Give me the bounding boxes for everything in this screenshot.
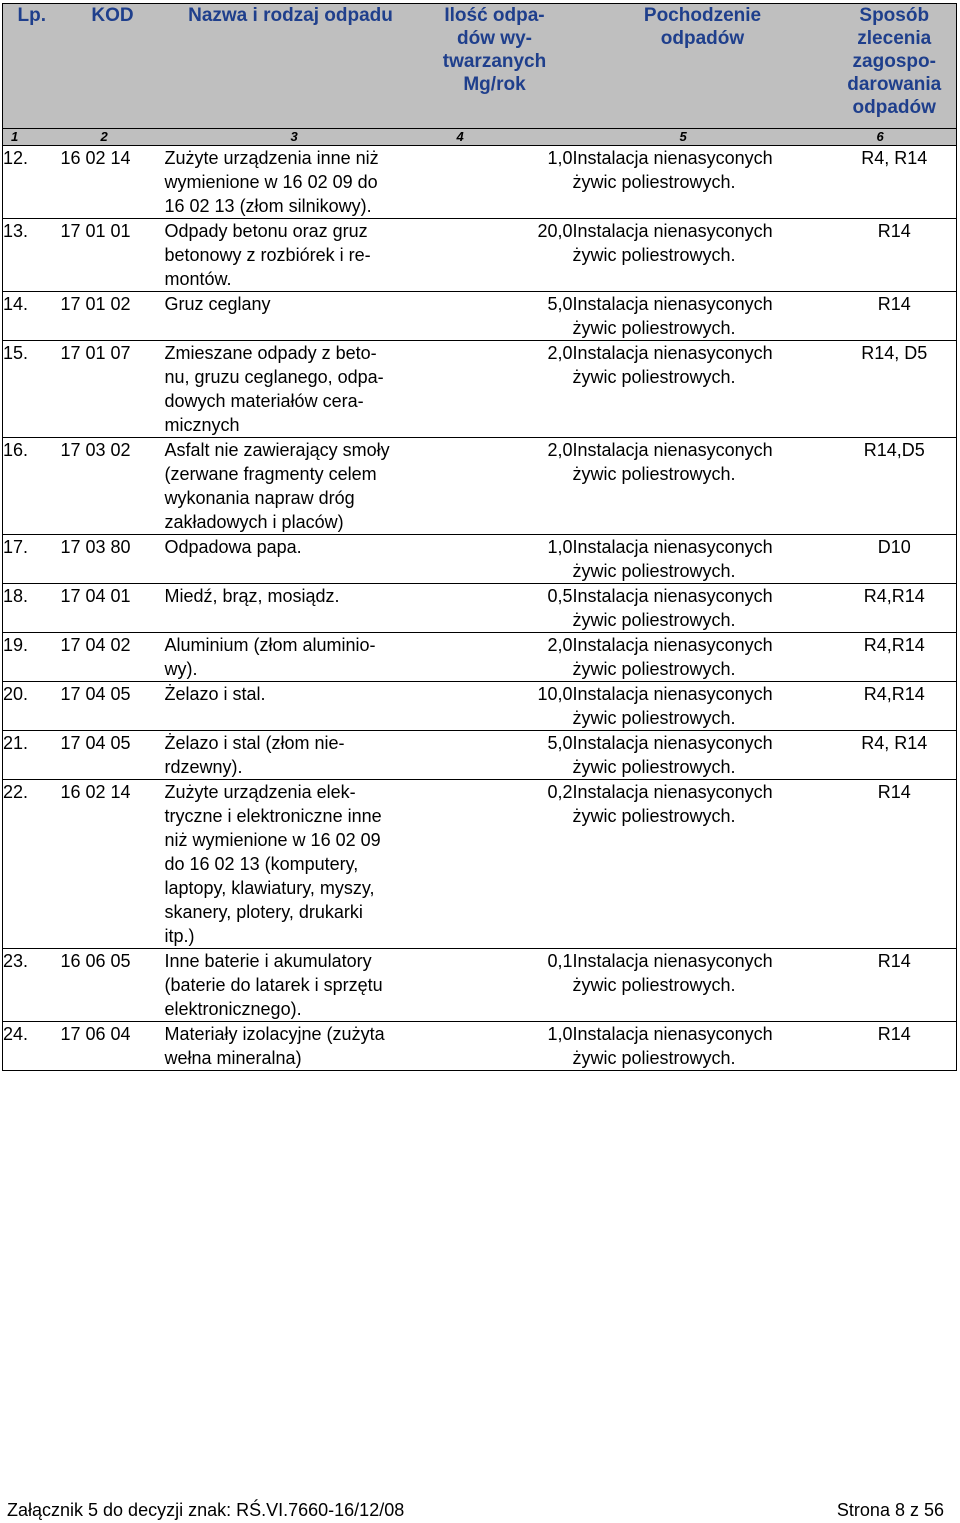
waste-origin — [573, 438, 833, 535]
table-row — [3, 780, 957, 949]
waste-quantity: 1,0 — [547, 1024, 573, 1044]
waste-quantity: 2,0 — [547, 440, 573, 460]
footer-reference: Załącznik 5 do decyzji znak: RŚ.VI.7660-16/12/08 — [7, 1500, 405, 1520]
waste-origin-line: Instalacja nienasyconych — [572, 440, 773, 460]
disposal-method: R4,R14 — [833, 584, 957, 633]
column-number: 4 — [417, 129, 573, 146]
waste-quantity: 2,0 — [547, 343, 573, 363]
waste-quantity: 1,0 — [547, 537, 573, 557]
table-row — [3, 584, 957, 633]
table-row — [3, 292, 957, 341]
row-number: 24. — [3, 1022, 61, 1071]
waste-name-line: laptopy, klawiatury, myszy, — [164, 878, 375, 898]
waste-name-line: 16 02 13 (złom silnikowy). — [164, 196, 372, 216]
table-row — [3, 633, 957, 682]
waste-code: 17 04 02 — [60, 635, 131, 655]
waste-code: 17 01 07 — [60, 343, 131, 363]
waste-code: 17 01 01 — [60, 221, 131, 241]
row-number: 21. — [3, 731, 61, 780]
waste-name-line: Odpadowa papa. — [164, 537, 302, 557]
waste-name-line: elektronicznego). — [164, 999, 302, 1019]
table-body — [3, 146, 957, 1071]
waste-origin-line: Instalacja nienasyconych — [572, 586, 773, 606]
header-sposob-line: darowania — [847, 74, 942, 95]
disposal-method: R4,R14 — [833, 633, 957, 682]
waste-name-line: skanery, plotery, drukarki — [164, 902, 363, 922]
disposal-method: R14,D5 — [833, 438, 957, 535]
waste-name — [165, 146, 417, 219]
waste-name-line: do 16 02 13 (komputery, — [164, 854, 359, 874]
waste-origin-line: żywic poliestrowych. — [572, 1048, 736, 1068]
waste-name — [165, 731, 417, 780]
disposal-method: R14 — [833, 1022, 957, 1071]
waste-name — [165, 535, 417, 584]
waste-name-line: wykonania napraw dróg — [164, 488, 355, 508]
header-row — [3, 4, 957, 129]
table-row — [3, 1022, 957, 1071]
waste-quantity: 2,0 — [547, 635, 573, 655]
waste-origin-line: żywic poliestrowych. — [572, 245, 736, 265]
column-number-row — [3, 129, 957, 146]
waste-name-line: Żelazo i stal. — [164, 684, 266, 704]
waste-name-line: Żelazo i stal (złom nie- — [164, 733, 345, 753]
waste-origin-line: Instalacja nienasyconych — [572, 782, 773, 802]
waste-code: 17 04 05 — [60, 733, 131, 753]
waste-origin — [573, 633, 833, 682]
header-sposob-line: zlecenia — [857, 28, 932, 49]
waste-code: 16 06 05 — [60, 951, 131, 971]
waste-origin-line: żywic poliestrowych. — [572, 708, 736, 728]
waste-code: 17 04 01 — [60, 586, 131, 606]
waste-name — [165, 438, 417, 535]
waste-name — [165, 584, 417, 633]
waste-origin — [573, 780, 833, 949]
row-number: 15. — [3, 341, 61, 438]
waste-code: 16 02 14 — [60, 782, 131, 802]
row-number: 13. — [3, 219, 61, 292]
waste-name — [165, 633, 417, 682]
table-row — [3, 219, 957, 292]
waste-origin-line: żywic poliestrowych. — [572, 757, 736, 777]
waste-table — [2, 3, 957, 1071]
waste-code: 17 03 80 — [60, 537, 131, 557]
row-number: 22. — [3, 780, 61, 949]
waste-origin-line: Instalacja nienasyconych — [572, 294, 773, 314]
waste-origin-line: Instalacja nienasyconych — [572, 221, 773, 241]
waste-name-line: (baterie do latarek i sprzętu — [164, 975, 383, 995]
waste-name-line: (zerwane fragmenty celem — [164, 464, 377, 484]
header-sposob-line: zagospo- — [852, 51, 936, 72]
waste-name-line: itp.) — [164, 926, 195, 946]
waste-origin — [573, 1022, 833, 1071]
waste-quantity: 5,0 — [547, 294, 573, 314]
waste-origin-line: Instalacja nienasyconych — [572, 684, 773, 704]
disposal-method: R14 — [833, 949, 957, 1022]
waste-quantity: 0,1 — [547, 951, 573, 971]
disposal-method: R4, R14 — [833, 146, 957, 219]
table-row — [3, 438, 957, 535]
waste-origin-line: żywic poliestrowych. — [572, 318, 736, 338]
waste-quantity: 1,0 — [547, 148, 573, 168]
waste-name-line: dowych materiałów cera- — [164, 391, 364, 411]
table-row — [3, 949, 957, 1022]
waste-quantity: 0,2 — [547, 782, 573, 802]
disposal-method: R14, D5 — [833, 341, 957, 438]
row-number: 16. — [3, 438, 61, 535]
table-row — [3, 731, 957, 780]
column-number: 2 — [61, 129, 165, 146]
waste-origin-line: Instalacja nienasyconych — [572, 1024, 773, 1044]
waste-name-line: Odpady betonu oraz gruz — [164, 221, 368, 241]
column-number: 1 — [3, 129, 61, 146]
waste-name-line: Zużyte urządzenia elek- — [164, 782, 356, 802]
waste-origin — [573, 341, 833, 438]
waste-origin-line: Instalacja nienasyconych — [572, 148, 773, 168]
waste-name-line: zakładowych i placów) — [164, 512, 344, 532]
waste-name-line: rdzewny). — [164, 757, 243, 777]
header-sposob-line: odpadów — [852, 97, 936, 118]
waste-origin — [573, 292, 833, 341]
column-number: 6 — [833, 129, 957, 146]
disposal-method: R4, R14 — [833, 731, 957, 780]
waste-origin — [573, 146, 833, 219]
header-nazwa: Nazwa i rodzaj odpadu — [165, 4, 417, 129]
footer-page-number: Strona 8 z 56 — [836, 1500, 944, 1520]
waste-name-line: niż wymienione w 16 02 09 — [164, 830, 381, 850]
waste-origin — [573, 584, 833, 633]
header-ilosc-line: Ilość odpa- — [444, 5, 545, 26]
waste-name-line: montów. — [164, 269, 232, 289]
row-number: 19. — [3, 633, 61, 682]
waste-code: 17 04 05 — [60, 684, 131, 704]
waste-name-line: Asfalt nie zawierający smoły — [164, 440, 390, 460]
waste-code: 17 01 02 — [60, 294, 131, 314]
waste-name-line: wełna mineralna) — [164, 1048, 302, 1068]
disposal-method: R14 — [833, 219, 957, 292]
waste-name — [165, 292, 417, 341]
waste-origin-line: żywic poliestrowych. — [572, 172, 736, 192]
waste-origin — [573, 219, 833, 292]
waste-code: 16 02 14 — [60, 148, 131, 168]
page-footer — [0, 1498, 960, 1522]
disposal-method: R4,R14 — [833, 682, 957, 731]
table-row — [3, 146, 957, 219]
header-lp: Lp. — [3, 4, 61, 129]
waste-origin-line: żywic poliestrowych. — [572, 659, 736, 679]
header-pochodzenie-line: Pochodzenie — [643, 5, 762, 26]
waste-origin-line: Instalacja nienasyconych — [572, 537, 773, 557]
waste-quantity: 10,0 — [537, 684, 573, 704]
row-number: 14. — [3, 292, 61, 341]
waste-origin — [573, 949, 833, 1022]
header-kod: KOD — [61, 4, 165, 129]
table-row — [3, 341, 957, 438]
waste-origin-line: Instalacja nienasyconych — [572, 635, 773, 655]
header-sposob — [833, 4, 957, 129]
disposal-method: R14 — [833, 292, 957, 341]
waste-origin — [573, 682, 833, 731]
header-sposob-line: Sposób — [859, 5, 930, 26]
waste-origin-line: Instalacja nienasyconych — [572, 733, 773, 753]
column-number: 3 — [165, 129, 417, 146]
row-number: 17. — [3, 535, 61, 584]
waste-name-line: Miedź, brąz, mosiądz. — [164, 586, 340, 606]
table-row — [3, 535, 957, 584]
column-number: 5 — [573, 129, 833, 146]
header-ilosc-line: Mg/rok — [463, 74, 526, 95]
waste-name — [165, 341, 417, 438]
waste-code: 17 06 04 — [60, 1024, 131, 1044]
waste-quantity: 0,5 — [547, 586, 573, 606]
waste-name-line: Aluminium (złom aluminio- — [164, 635, 376, 655]
waste-origin-line: żywic poliestrowych. — [572, 806, 736, 826]
header-pochodzenie-line: odpadów — [660, 28, 745, 49]
waste-origin-line: żywic poliestrowych. — [572, 975, 736, 995]
waste-name-line: Inne baterie i akumulatory — [164, 951, 372, 971]
waste-name-line: Zużyte urządzenia inne niż — [164, 148, 379, 168]
disposal-method: D10 — [833, 535, 957, 584]
waste-quantity: 20,0 — [537, 221, 573, 241]
header-ilosc-line: twarzanych — [442, 51, 547, 72]
row-number: 23. — [3, 949, 61, 1022]
waste-name-line: Materiały izolacyjne (zużyta — [164, 1024, 385, 1044]
row-number: 20. — [3, 682, 61, 731]
waste-origin-line: żywic poliestrowych. — [572, 610, 736, 630]
waste-quantity: 5,0 — [547, 733, 573, 753]
waste-name-line: tryczne i elektroniczne inne — [164, 806, 382, 826]
waste-name — [165, 1022, 417, 1071]
header-ilosc — [417, 4, 573, 129]
waste-origin-line: Instalacja nienasyconych — [572, 951, 773, 971]
waste-origin-line: żywic poliestrowych. — [572, 367, 736, 387]
waste-name — [165, 780, 417, 949]
waste-name-line: Gruz ceglany — [164, 294, 271, 314]
waste-origin — [573, 731, 833, 780]
waste-name-line: Zmieszane odpady z beto- — [164, 343, 377, 363]
waste-name — [165, 219, 417, 292]
disposal-method: R14 — [833, 780, 957, 949]
waste-name-line: nu, gruzu ceglanego, odpa- — [164, 367, 384, 387]
waste-name-line: micznych — [164, 415, 240, 435]
waste-origin — [573, 535, 833, 584]
waste-name — [165, 949, 417, 1022]
header-ilosc-line: dów wy- — [457, 28, 532, 49]
waste-code: 17 03 02 — [60, 440, 131, 460]
waste-name — [165, 682, 417, 731]
table-row — [3, 682, 957, 731]
row-number: 12. — [3, 146, 61, 219]
waste-origin-line: Instalacja nienasyconych — [572, 343, 773, 363]
waste-origin-line: żywic poliestrowych. — [572, 464, 736, 484]
row-number: 18. — [3, 584, 61, 633]
waste-name-line: wymienione w 16 02 09 do — [164, 172, 378, 192]
header-pochodzenie — [573, 4, 833, 129]
waste-name-line: wy). — [164, 659, 198, 679]
waste-name-line: betonowy z rozbiórek i re- — [164, 245, 371, 265]
waste-origin-line: żywic poliestrowych. — [572, 561, 736, 581]
